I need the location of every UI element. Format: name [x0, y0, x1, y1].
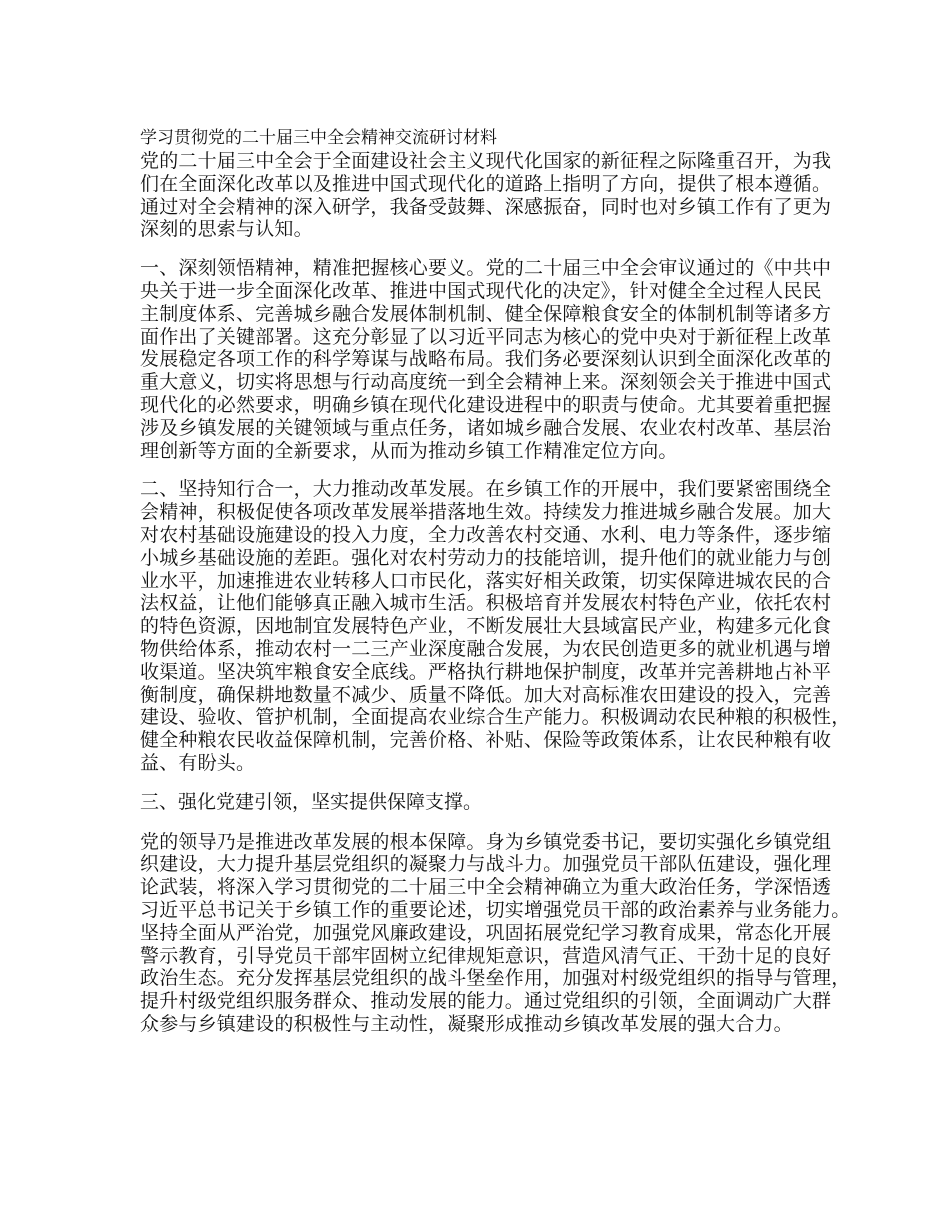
text-line: 业水平，加速推进农业转移人口市民化，落实好相关政策，切实保障进城农民的合	[140, 569, 832, 592]
text-line: 深刻的思索与认知。	[140, 218, 313, 241]
text-line: 小城乡基础设施的差距。强化对农村劳动力的技能培训，提升他们的就业能力与创	[140, 546, 832, 569]
text-line: 会精神，积极促使各项改革发展举措落地生效。持续发力推进城乡融合发展。加大	[140, 501, 832, 524]
text-line: 政治生态。充分发挥基层党组织的战斗堡垒作用，加强对村级党组织的指导与管理，	[140, 967, 851, 990]
text-line: 论武装，将深入学习贯彻党的二十届三中全会精神确立为重大政治任务，学深悟透	[140, 876, 832, 899]
text-line: 一、深刻领悟精神，精准把握核心要义。党的二十届三中全会审议通过的《中共中	[140, 257, 832, 280]
text-line: 织建设，大力提升基层党组织的凝聚力与战斗力。加强党员干部队伍建设，强化理	[140, 853, 832, 876]
text-line: 坚持全面从严治党，加强党风廉政建设，巩固拓展党纪学习教育成果，常态化开展	[140, 921, 832, 944]
text-line: 现代化的必然要求，明确乡镇在现代化建设进程中的职责与使命。尤其要着重把握	[140, 393, 832, 416]
text-line: 法权益，让他们能够真正融入城市生活。积极培育并发展农村特色产业，依托农村	[140, 592, 832, 615]
text-line: 重大意义，切实将思想与行动高度统一到全会精神上来。深刻领会关于推进中国式	[140, 371, 832, 394]
text-line: 理创新等方面的全新要求，从而为推动乡镇工作精准定位方向。	[140, 439, 678, 462]
text-line: 党的领导乃是推进改革发展的根本保障。身为乡镇党委书记，要切实强化乡镇党组	[140, 830, 832, 853]
text-line: 警示教育，引导党员干部牢固树立纪律规矩意识，营造风清气正、干劲十足的良好	[140, 944, 832, 967]
text-line: 对农村基础设施建设的投入力度，全力改善农村交通、水利、电力等条件，逐步缩	[140, 523, 832, 546]
text-line: 的特色资源，因地制宜发展特色产业，不断发展壮大县域富民产业，构建多元化食	[140, 615, 832, 638]
section-heading: 三、强化党建引领，坚实提供保障支撑。	[140, 790, 483, 813]
paragraph	[140, 478, 851, 774]
text-line: 们在全面深化改革以及推进中国式现代化的道路上指明了方向，提供了根本遵循。	[140, 172, 832, 195]
text-line: 提升村级党组织服务群众、推动发展的能力。通过党组织的引领，全面调动广大群	[140, 990, 832, 1013]
text-line: 益、有盼头。	[140, 751, 256, 774]
text-line: 面作出了关键部署。这充分彰显了以习近平同志为核心的党中央对于新征程上改革	[140, 325, 832, 348]
document-body	[140, 126, 851, 1052]
text-line: 涉及乡镇发展的关键领域与重点任务，诸如城乡融合发展、农业农村改革、基层治	[140, 416, 832, 439]
text-line: 党的二十届三中全会于全面建设社会主义现代化国家的新征程之际隆重召开，为我	[140, 150, 832, 172]
paragraph	[140, 257, 840, 462]
text-line: 通过对全会精神的深入研学，我备受鼓舞、深感振奋，同时也对乡镇工作有了更为	[140, 195, 832, 218]
text-line: 主制度体系、完善城乡融合发展体制机制、健全保障粮食安全的体制机制等诸多方	[140, 302, 832, 325]
text-line: 建设、验收、管护机制，全面提高农业综合生产能力。积极调动农民种粮的积极性，	[140, 706, 851, 729]
text-line: 健全种粮农民收益保障机制，完善价格、补贴、保险等政策体系，让农民种粮有收	[140, 729, 832, 752]
paragraph	[140, 150, 840, 241]
text-line: 习近平总书记关于乡镇工作的重要论述，切实增强党员干部的政治素养与业务能力。	[140, 898, 851, 921]
text-line: 众参与乡镇建设的积极性与主动性，凝聚形成推动乡镇改革发展的强大合力。	[140, 1012, 793, 1035]
text-line: 央关于进一步全面深化改革、推进中国式现代化的决定》，针对健全全过程人民民	[140, 279, 822, 302]
text-line: 二、坚持知行合一，大力推动改革发展。在乡镇工作的开展中，我们要紧密围绕全	[140, 478, 832, 501]
text-line: 物供给体系，推动农村一二三产业深度融合发展，为农民创造更多的就业机遇与增	[140, 637, 832, 660]
text-line: 发展稳定各项工作的科学筹谋与战略布局。我们务必要深刻认识到全面深化改革的	[140, 348, 832, 371]
text-line: 衡制度，确保耕地数量不减少、质量不降低。加大对高标准农田建设的投入，完善	[140, 683, 832, 706]
paragraph	[140, 830, 851, 1036]
document-title: 学习贯彻党的二十届三中全会精神交流研讨材料	[140, 128, 497, 148]
text-line: 收渠道。坚决筑牢粮食安全底线。严格执行耕地保护制度，改革并完善耕地占补平	[140, 660, 832, 683]
